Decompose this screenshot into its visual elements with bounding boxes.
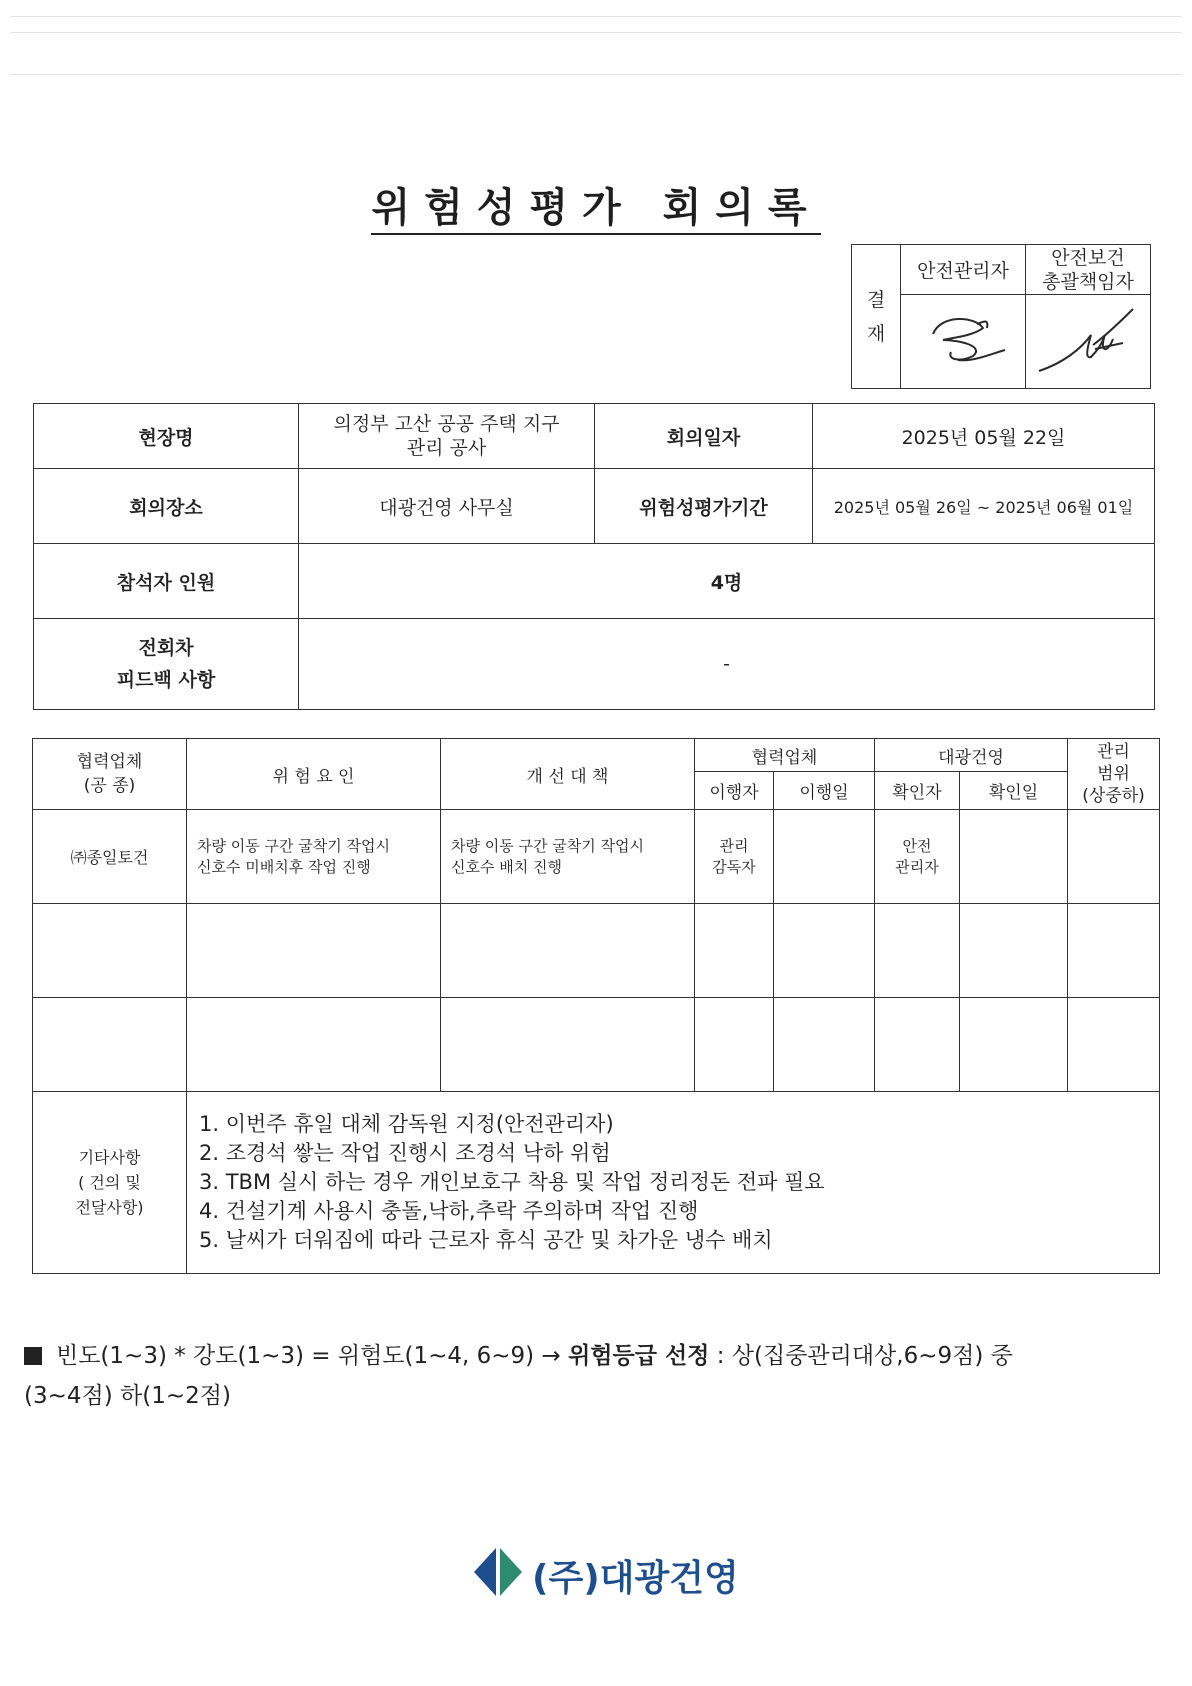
- attendees-value: 4명: [299, 544, 1155, 619]
- row-company: ㈜종일토건: [33, 810, 187, 904]
- misc-label: 기타사항 ( 건의 및 전달사항): [33, 1092, 187, 1274]
- header-mgmt-range: 관리 범위 (상중하): [1068, 739, 1160, 810]
- scan-edge: [10, 16, 1182, 17]
- feedback-label: 전회차 피드백 사항: [34, 619, 299, 710]
- misc-list: [187, 1092, 1160, 1274]
- approval-side-label: 결 재: [852, 245, 901, 389]
- header-confirm-date: 확인일: [960, 772, 1068, 810]
- row-confirm-date: [960, 810, 1068, 904]
- feedback-value: -: [299, 619, 1155, 710]
- bullet-square-icon: [24, 1347, 42, 1365]
- misc-item: 3. TBM 실시 하는 경우 개인보호구 착용 및 작업 정리정돈 전파 필요: [199, 1170, 825, 1194]
- row-implementer: 관리 감독자: [695, 810, 774, 904]
- approval-box: [851, 244, 1151, 389]
- meeting-place-value: 대광건영 사무실: [299, 469, 595, 544]
- page-title: 위험성평가 회의록: [0, 176, 1192, 233]
- row-confirmer: 안전 관리자: [875, 810, 960, 904]
- misc-item: 1. 이번주 휴일 대체 감독원 지정(안전관리자): [199, 1112, 614, 1136]
- header-improvement: 개 선 대 책: [441, 739, 695, 810]
- assessment-period-label: 위험성평가기간: [595, 469, 813, 544]
- row-risk-factor: 차량 이동 구간 굴착기 작업시 신호수 미배치후 작업 진행: [187, 810, 441, 904]
- scan-edge: [10, 74, 1182, 75]
- site-name-value: 의정부 고산 공공 주택 지구 관리 공사: [299, 404, 595, 469]
- header-implementer: 이행자: [695, 772, 774, 810]
- header-confirmer: 확인자: [875, 772, 960, 810]
- logo-text: (주)대광건영: [532, 1558, 739, 1599]
- misc-item: 2. 조경석 쌓는 작업 진행시 조경석 낙하 위험: [199, 1141, 611, 1165]
- meeting-date-label: 회의일자: [595, 404, 813, 469]
- meeting-info-table: [33, 403, 1155, 710]
- misc-item: 4. 건설기계 사용시 충돌,낙하,추락 주의하며 작업 진행: [199, 1199, 699, 1223]
- signature-icon: [913, 304, 1013, 374]
- table-row: [33, 810, 1160, 904]
- row-impl-date: [774, 810, 875, 904]
- misc-item: 5. 날씨가 더워짐에 따라 근로자 휴식 공간 및 차가운 냉수 배치: [199, 1228, 773, 1252]
- signature-icon: [1033, 299, 1143, 379]
- header-partner-group: 협력업체: [695, 739, 875, 772]
- company-logo: [470, 1544, 739, 1600]
- site-name-label: 현장명: [34, 404, 299, 469]
- signature-general-manager: [1026, 295, 1151, 389]
- logo-mark-icon: [470, 1544, 524, 1600]
- table-row: [33, 904, 1160, 998]
- risk-formula: 빈도(1~3) * 강도(1~3) = 위험도(1~4, 6~9) → 위험등급 선정 : 상(집중관리대상,6~9점) 중 (3~4점) 하(1~2점): [24, 1343, 1013, 1409]
- risk-assessment-table: [32, 738, 1160, 1274]
- approval-col-general-manager: 안전보건 총괄책임자: [1026, 245, 1151, 295]
- meeting-date-value: 2025년 05월 22일: [813, 404, 1155, 469]
- attendees-label: 참석자 인원: [34, 544, 299, 619]
- scan-edge: [10, 32, 1182, 33]
- table-row: [33, 998, 1160, 1092]
- meeting-place-label: 회의장소: [34, 469, 299, 544]
- header-company: 협력업체 (공 종): [33, 739, 187, 810]
- row-improvement: 차량 이동 구간 굴착기 작업시 신호수 배치 진행: [441, 810, 695, 904]
- signature-safety-manager: [901, 295, 1026, 389]
- assessment-period-value: 2025년 05월 26일 ~ 2025년 06월 01일: [813, 469, 1155, 544]
- header-impl-date: 이행일: [774, 772, 875, 810]
- header-risk-factor: 위 험 요 인: [187, 739, 441, 810]
- approval-col-safety-manager: 안전관리자: [901, 245, 1026, 295]
- row-mgmt: [1068, 810, 1160, 904]
- header-dk-group: 대광건영: [875, 739, 1068, 772]
